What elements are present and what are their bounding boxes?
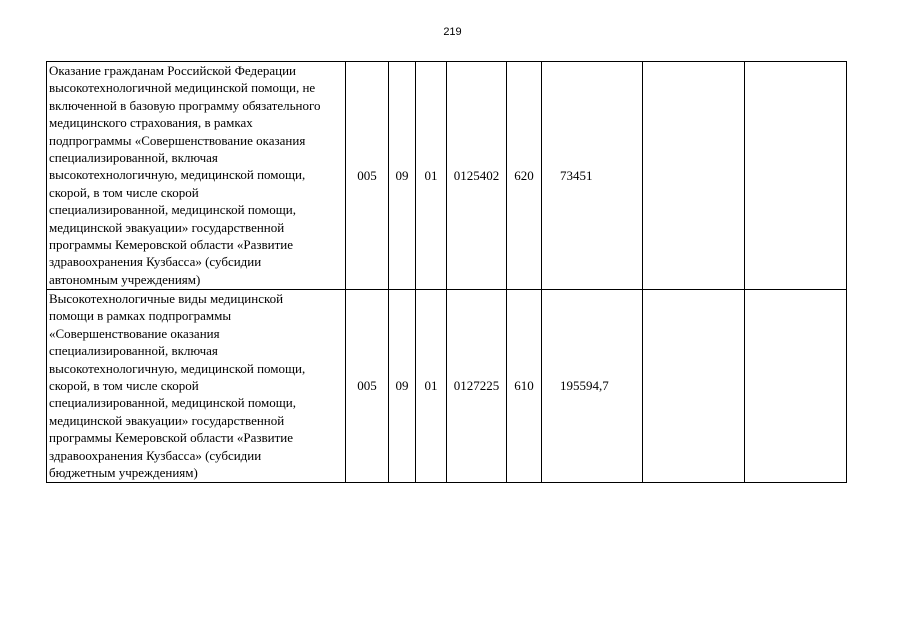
description-line: специализированной, включая — [49, 150, 218, 166]
budget-table — [46, 61, 847, 483]
ministry-code: 005 — [346, 290, 389, 483]
description-line: специализированной, медицинской помощи, — [49, 395, 296, 411]
empty-cell — [745, 290, 847, 483]
row-description — [47, 290, 346, 483]
description-line: подпрограммы «Совершенствование оказания — [49, 132, 306, 148]
description-line: программы Кемеровской области «Развитие — [49, 237, 293, 253]
empty-cell — [643, 62, 745, 290]
expense-type-code: 610 — [507, 290, 542, 483]
description-line: скорой, в том числе скорой — [49, 378, 199, 394]
description-line: Оказание гражданам Российской Федерации — [49, 63, 296, 78]
row-description — [47, 62, 346, 290]
target-article-code: 0125402 — [447, 62, 507, 290]
expense-type-code: 620 — [507, 62, 542, 290]
description-line: высокотехнологичную, медицинской помощи, — [49, 167, 306, 183]
description-line: специализированной, медицинской помощи, — [49, 202, 296, 218]
description-line: высокотехнологичной медицинской помощи, не — [49, 80, 316, 96]
description-line: «Совершенствование оказания — [49, 325, 220, 341]
description-line: медицинской эвакуации» государственной — [49, 219, 285, 235]
section-code: 09 — [389, 62, 416, 290]
description-line: здравоохранения Кузбасса» (субсидии — [49, 254, 262, 270]
empty-cell — [643, 290, 745, 483]
description-line: бюджетным учреждениям) — [49, 465, 198, 481]
description-line: автономным учреждениям) — [49, 271, 201, 287]
subsection-code: 01 — [416, 62, 447, 290]
ministry-code: 005 — [346, 62, 389, 290]
page-number: 219 — [443, 26, 462, 38]
subsection-code: 01 — [416, 290, 447, 483]
description-line: здравоохранения Кузбасса» (субсидии — [49, 447, 262, 463]
description-line: специализированной, включая — [49, 343, 218, 359]
empty-cell — [745, 62, 847, 290]
description-line: программы Кемеровской области «Развитие — [49, 430, 293, 446]
section-code: 09 — [389, 290, 416, 483]
description-line: скорой, в том числе скорой — [49, 184, 199, 200]
amount-cell: 73451 — [542, 62, 643, 290]
description-line: медицинской эвакуации» государственной — [49, 412, 285, 428]
description-line: помощи в рамках подпрограммы — [49, 308, 232, 324]
table-row — [47, 62, 847, 290]
amount-cell: 195594,7 — [542, 290, 643, 483]
description-line: медицинского страхования, в рамках — [49, 115, 253, 131]
description-line: Высокотехнологичные виды медицинской — [49, 291, 284, 306]
description-line: высокотехнологичную, медицинской помощи, — [49, 360, 306, 376]
target-article-code: 0127225 — [447, 290, 507, 483]
table-row — [47, 290, 847, 483]
description-line: включенной в базовую программу обязательного — [49, 97, 321, 113]
